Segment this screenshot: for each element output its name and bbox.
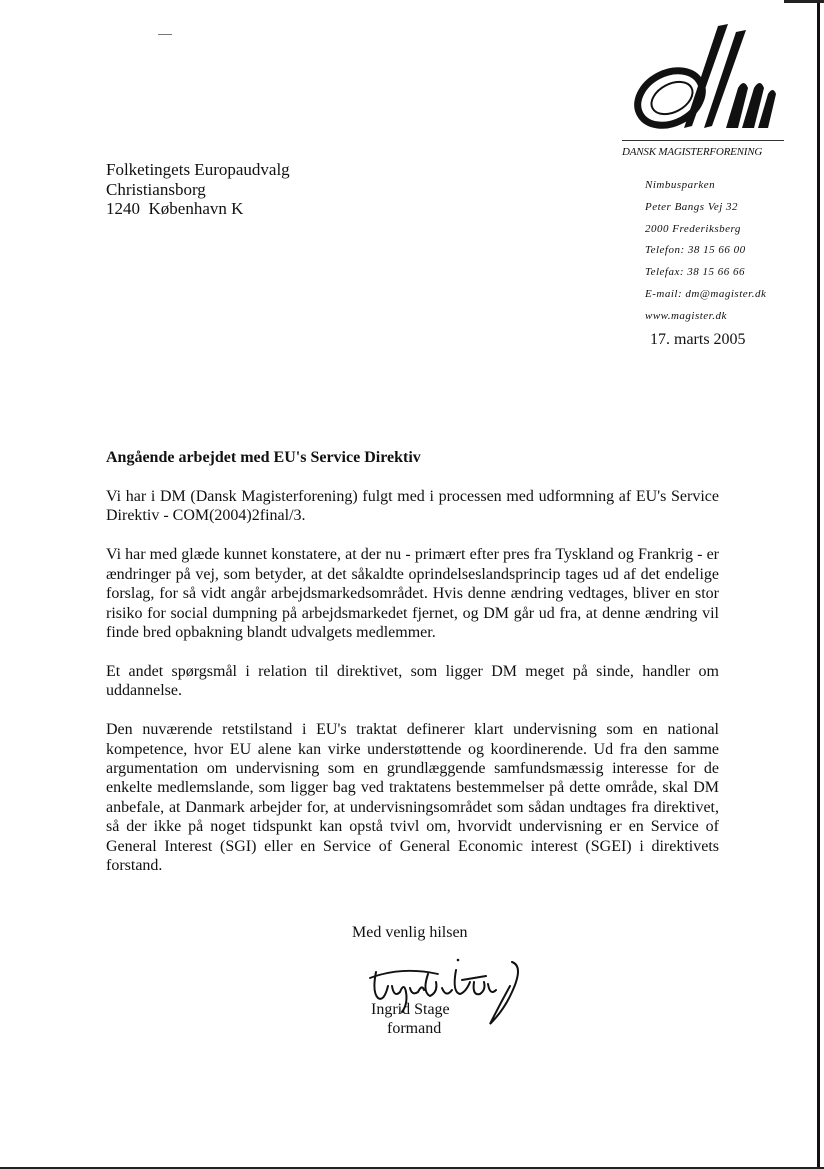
letter-body [106, 487, 719, 895]
organization-name: DANSK MAGISTERFORENING [622, 146, 763, 158]
sender-email: E-mail: dm@magister.dk [645, 287, 767, 300]
sender-line: Nimbusparken [645, 179, 716, 191]
sender-line: Peter Bangs Vej 32 [645, 200, 739, 213]
sender-phone: Telefon: 38 15 66 00 [645, 244, 746, 257]
sender-fax: Telefax: 38 15 66 66 [645, 266, 746, 279]
sender-website: www.magister.dk [645, 309, 727, 322]
closing-greeting: Med venlig hilsen [352, 924, 468, 941]
recipient-line: 1240 København K [106, 199, 244, 218]
sender-contact-block [645, 175, 810, 328]
scan-speck [158, 34, 172, 35]
recipient-address [106, 160, 290, 219]
scan-edge-right [817, 0, 820, 1169]
letter-subject: Angående arbejdet med EU's Service Direktiv [106, 449, 421, 466]
letter-date: 17. marts 2005 [650, 331, 746, 348]
dm-monogram-logo [630, 22, 780, 134]
scan-edge-top [784, 0, 824, 3]
body-paragraph: Den nuværende retstilstand i EU's traktat definerer klart undervisning som en national kompetence, hvor EU alene kan virke understøttende og koordinerende. Ud fra den samme argumentation om undervisning som en grundlæggende samfundsmæssig interesse for de enkelte medlemslande, som ligger bag ved traktatens bestemmelser på dette område, skal DM anbefale, at Danmark arbejder for, at undervisningsområdet som sådan undtages fra direktivet, så der ikke på noget tidspunkt kan opstå tvivl om, hvorvidt undervisning er en Service of General Interest (SGI) eller en Service of General Economic interest (SGEI) i direktivets forstand. [106, 721, 719, 874]
sender-line: 2000 Frederiksberg [645, 222, 741, 235]
recipient-line: Christiansborg [106, 179, 206, 199]
signer-title: formand [387, 1020, 442, 1037]
signer-name: Ingrid Stage [371, 1001, 450, 1018]
logo-rule [622, 140, 784, 141]
recipient-line: Folketingets Europaudvalg [106, 160, 290, 179]
body-paragraph: Et andet spørgsmål i relation til direktivet, som ligger DM meget på sinde, handler om uddannelse. [106, 662, 719, 700]
body-paragraph: Vi har i DM (Dansk Magisterforening) fulgt med i processen med udformning af EU's Service Direktiv - COM(2004)2final/3. [106, 488, 719, 525]
body-paragraph: Vi har med glæde kunnet konstatere, at der nu - primært efter pres fra Tyskland og Frankrig - er ændringer på vej, som betyder, at det såkaldte oprindelseslandsprincip tages ud af det endelige forslag, for så vidt angår arbejdsmarkedsområdet. Hvis denne ændring vedtages, bliver en stor risiko for social dumpning på arbejdsmarkedet fjernet, og DM går ud fra, at denne ændring vil finde bred opbakning blandt udvalgets medlemmer. [106, 546, 719, 641]
